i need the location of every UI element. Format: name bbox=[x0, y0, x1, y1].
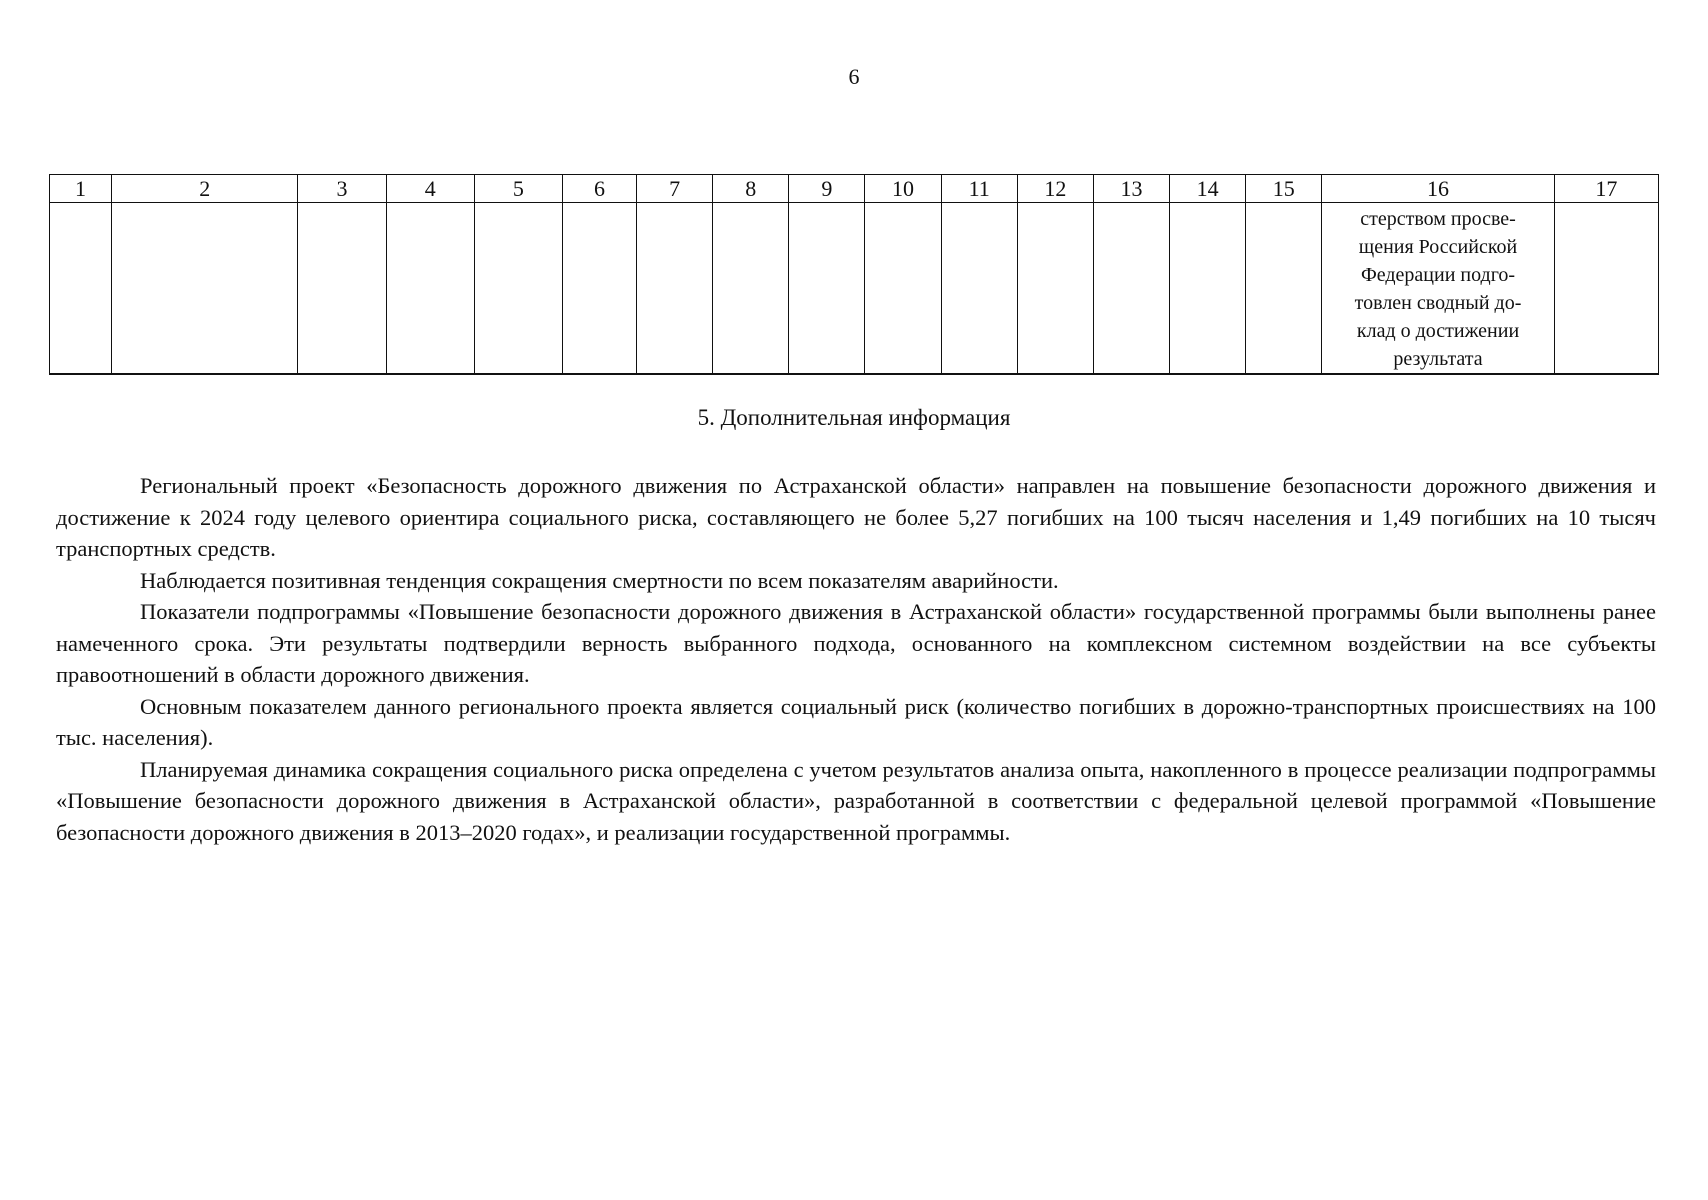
column-header: 1 bbox=[50, 175, 112, 203]
column-header: 8 bbox=[713, 175, 789, 203]
column-header: 11 bbox=[941, 175, 1017, 203]
page-number: 6 bbox=[848, 64, 860, 89]
section-body bbox=[56, 470, 1656, 848]
table-cell bbox=[562, 203, 636, 375]
column-header: 14 bbox=[1170, 175, 1246, 203]
cell-text-line: клад о достижении bbox=[1356, 320, 1520, 342]
table-cell bbox=[789, 203, 865, 375]
table-cell bbox=[713, 203, 789, 375]
table-cell bbox=[1170, 203, 1246, 375]
table-cell bbox=[1017, 203, 1093, 375]
column-header: 10 bbox=[865, 175, 941, 203]
table-cell bbox=[1093, 203, 1169, 375]
paragraph: Региональный проект «Безопасность дорожного движения по Астраханской области» направлен на повышение безопасности дорожного движения и достижение к 2024 году целевого ориентира социального риска, составляющего не более 5,27 погибших на 100 тысяч населения и 1,49 погибших на 10 тысяч транспортных средств. bbox=[56, 473, 1656, 561]
column-header: 9 bbox=[789, 175, 865, 203]
table-cell bbox=[1246, 203, 1322, 375]
paragraph: Планируемая динамика сокращения социального риска определена с учетом результатов анализа опыта, накопленного в процессе реализации подпрограммы «Повышение безопасности дорожного движения в Астраханской области», разработанной в соответствии с федеральной целевой программой «Повышение безопасности дорожного движения в 2013–2020 годах», и реализации государственной программы. bbox=[56, 756, 1656, 845]
table-cell-col16 bbox=[1322, 203, 1554, 375]
table-cell bbox=[298, 203, 386, 375]
column-header: 13 bbox=[1093, 175, 1169, 203]
cell-text-line: результата bbox=[1393, 348, 1483, 370]
table-cell bbox=[865, 203, 941, 375]
cell-text-line: Федерации подго- bbox=[1360, 264, 1516, 286]
paragraph: Показатели подпрограммы «Повышение безопасности дорожного движения в Астраханской области» государственной программы были выполнены ранее намеченного срока. Эти результаты подтвердили верность выбранного подхода, основанного на комплексном системном воздействии на все субъекты правоотношений в области дорожного движения. bbox=[56, 599, 1656, 687]
column-header: 15 bbox=[1246, 175, 1322, 203]
table-cell bbox=[50, 203, 112, 375]
table-cell bbox=[112, 203, 298, 375]
section-title: 5. Дополнительная информация bbox=[697, 405, 1011, 430]
column-header: 2 bbox=[112, 175, 298, 203]
column-header: 5 bbox=[474, 175, 562, 203]
paragraph: Основным показателем данного регионального проекта является социальный риск (количество погибших в дорожно-транспортных происшествиях на 100 тыс. населения). bbox=[56, 693, 1656, 750]
table-cell bbox=[386, 203, 474, 375]
column-header: 7 bbox=[637, 175, 713, 203]
column-header: 12 bbox=[1017, 175, 1093, 203]
cell-text-line: товлен сводный до- bbox=[1354, 292, 1522, 314]
column-header: 16 bbox=[1322, 175, 1554, 203]
table-row bbox=[50, 203, 1659, 375]
table-header-row bbox=[50, 175, 1659, 203]
table-cell bbox=[474, 203, 562, 375]
cell-text-line: щения Российской bbox=[1358, 236, 1518, 258]
table-cell bbox=[941, 203, 1017, 375]
column-header: 3 bbox=[298, 175, 386, 203]
paragraph: Наблюдается позитивная тенденция сокращения смертности по всем показателям аварийности. bbox=[140, 567, 1059, 593]
column-header: 17 bbox=[1554, 175, 1658, 203]
column-header: 4 bbox=[386, 175, 474, 203]
column-header: 6 bbox=[562, 175, 636, 203]
table-cell bbox=[1554, 203, 1658, 375]
cell-text-line: стерством просве- bbox=[1360, 208, 1516, 230]
table-cell bbox=[637, 203, 713, 375]
continuation-table bbox=[49, 174, 1659, 375]
